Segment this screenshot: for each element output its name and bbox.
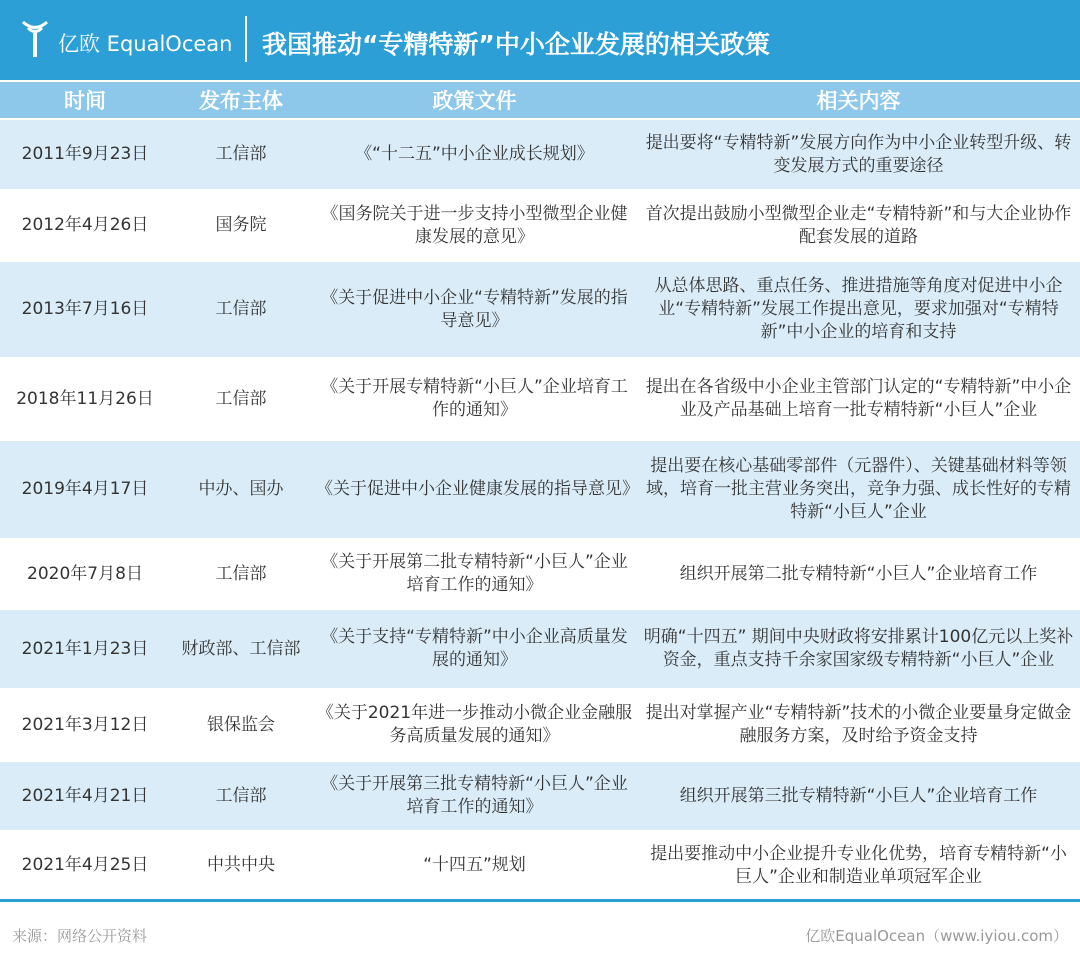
cell-document: “十四五”规划 (423, 855, 526, 875)
cell-content: 提出要将“专精特新”发展方向作为中小企业转型升级、转变发展方式的重要途径 (645, 132, 1072, 176)
table-row (0, 189, 1080, 260)
cell-content: 提出对掌握产业“专精特新”技术的小微企业要量身定做金融服务方案，及时给予资金支持 (645, 703, 1072, 746)
table-row (0, 439, 1080, 538)
table-row (0, 688, 1080, 760)
table-row (0, 260, 1080, 357)
column-header-content: 相关内容 (816, 89, 901, 113)
table-row (0, 538, 1080, 608)
cell-date: 2018年11月26日 (16, 388, 154, 409)
cell-date: 2021年4月21日 (21, 785, 149, 806)
cell-document: 《“十二五”中小企业成长规划》 (355, 144, 594, 164)
cell-issuer: 国务院 (215, 215, 267, 235)
title-bar (0, 0, 1080, 80)
table-header (0, 80, 1080, 118)
equalocean-logo-icon (20, 19, 50, 59)
cell-content: 提出要在核心基础零部件（元器件）、关键基础材料等领域，培育一批主营业务突出，竞争力强、成长性好的专精特新“小巨人”企业 (646, 456, 1071, 522)
cell-date: 2011年9月23日 (21, 144, 149, 164)
cell-date: 2021年3月12日 (21, 714, 149, 735)
cell-date: 2013年7月16日 (21, 299, 149, 319)
cell-content: 首次提出鼓励小型微型企业走“专精特新”和与大企业协作配套发展的道路 (645, 203, 1072, 247)
cell-document: 《关于开展第二批专精特新“小巨人”企业培育工作的通知》 (321, 552, 628, 595)
cell-issuer: 中办、国办 (198, 479, 284, 499)
cell-date: 2021年1月23日 (21, 638, 149, 659)
page-title: 我国推动“专精特新”中小企业发展的相关政策 (262, 30, 770, 59)
table-row (0, 118, 1080, 189)
cell-document: 《关于促进中小企业健康发展的指导意见》 (316, 479, 639, 499)
cell-issuer: 银保监会 (207, 714, 275, 735)
cell-issuer: 工信部 (215, 785, 267, 806)
cell-content: 组织开展第二批专精特新“小巨人”企业培育工作 (679, 563, 1038, 584)
cell-content: 从总体思路、重点任务、推进措施等角度对促进中小企业“专精特新”发展工作提出意见，要求加强对“专精特新”中小企业的培育和支持 (654, 276, 1063, 342)
column-header-issuer: 发布主体 (199, 89, 283, 113)
column-header-document: 政策文件 (432, 89, 517, 113)
cell-date: 2020年7月8日 (27, 563, 143, 584)
cell-date: 2019年4月17日 (21, 479, 149, 499)
cell-document: 《关于开展专精特新“小巨人”企业培育工作的通知》 (321, 377, 628, 420)
cell-content: 明确“十四五” 期间中央财政将安排累计100亿元以上奖补资金，重点支持千余家国家级专精特新“小巨人”企业 (643, 627, 1074, 670)
source-note: 来源：网络公开资料 (12, 927, 148, 945)
table-row (0, 608, 1080, 688)
cell-date: 2021年4月25日 (21, 855, 149, 875)
column-header-date: 时间 (64, 89, 106, 113)
cell-document: 《关于2021年进一步推动小微企业金融服务高质量发展的通知》 (316, 703, 633, 746)
cell-content: 提出要推动中小企业提升专业化优势，培育专精特新“小巨人”企业和制造业单项冠军企业 (650, 843, 1067, 887)
cell-document: 《关于开展第三批专精特新“小巨人”企业培育工作的通知》 (321, 774, 628, 817)
cell-document: 《关于促进中小企业“专精特新”发展的指导意见》 (321, 287, 628, 331)
cell-content: 组织开展第三批专精特新“小巨人”企业培育工作 (679, 785, 1038, 806)
cell-date: 2012年4月26日 (21, 215, 149, 235)
table-row (0, 760, 1080, 830)
credit-note: 亿欧EqualOcean（www.iyiou.com） (805, 927, 1068, 945)
header-divider (245, 16, 247, 62)
cell-issuer: 中共中央 (207, 855, 275, 875)
table-row (0, 830, 1080, 899)
table-bottom-rule (0, 899, 1080, 902)
cell-issuer: 工信部 (215, 563, 267, 584)
cell-issuer: 财政部、工信部 (181, 638, 301, 659)
cell-issuer: 工信部 (215, 299, 267, 319)
cell-issuer: 工信部 (215, 144, 267, 164)
cell-document: 《国务院关于进一步支持小型微型企业健康发展的意见》 (321, 203, 628, 247)
cell-issuer: 工信部 (215, 388, 267, 409)
table-row (0, 357, 1080, 439)
logo-text: 亿欧 EqualOcean (58, 32, 233, 56)
cell-content: 提出在各省级中小企业主管部门认定的“专精特新”中小企业及产品基础上培育一批专精特新“小巨人”企业 (645, 377, 1072, 420)
cell-document: 《关于支持“专精特新”中小企业高质量发展的通知》 (321, 627, 628, 670)
